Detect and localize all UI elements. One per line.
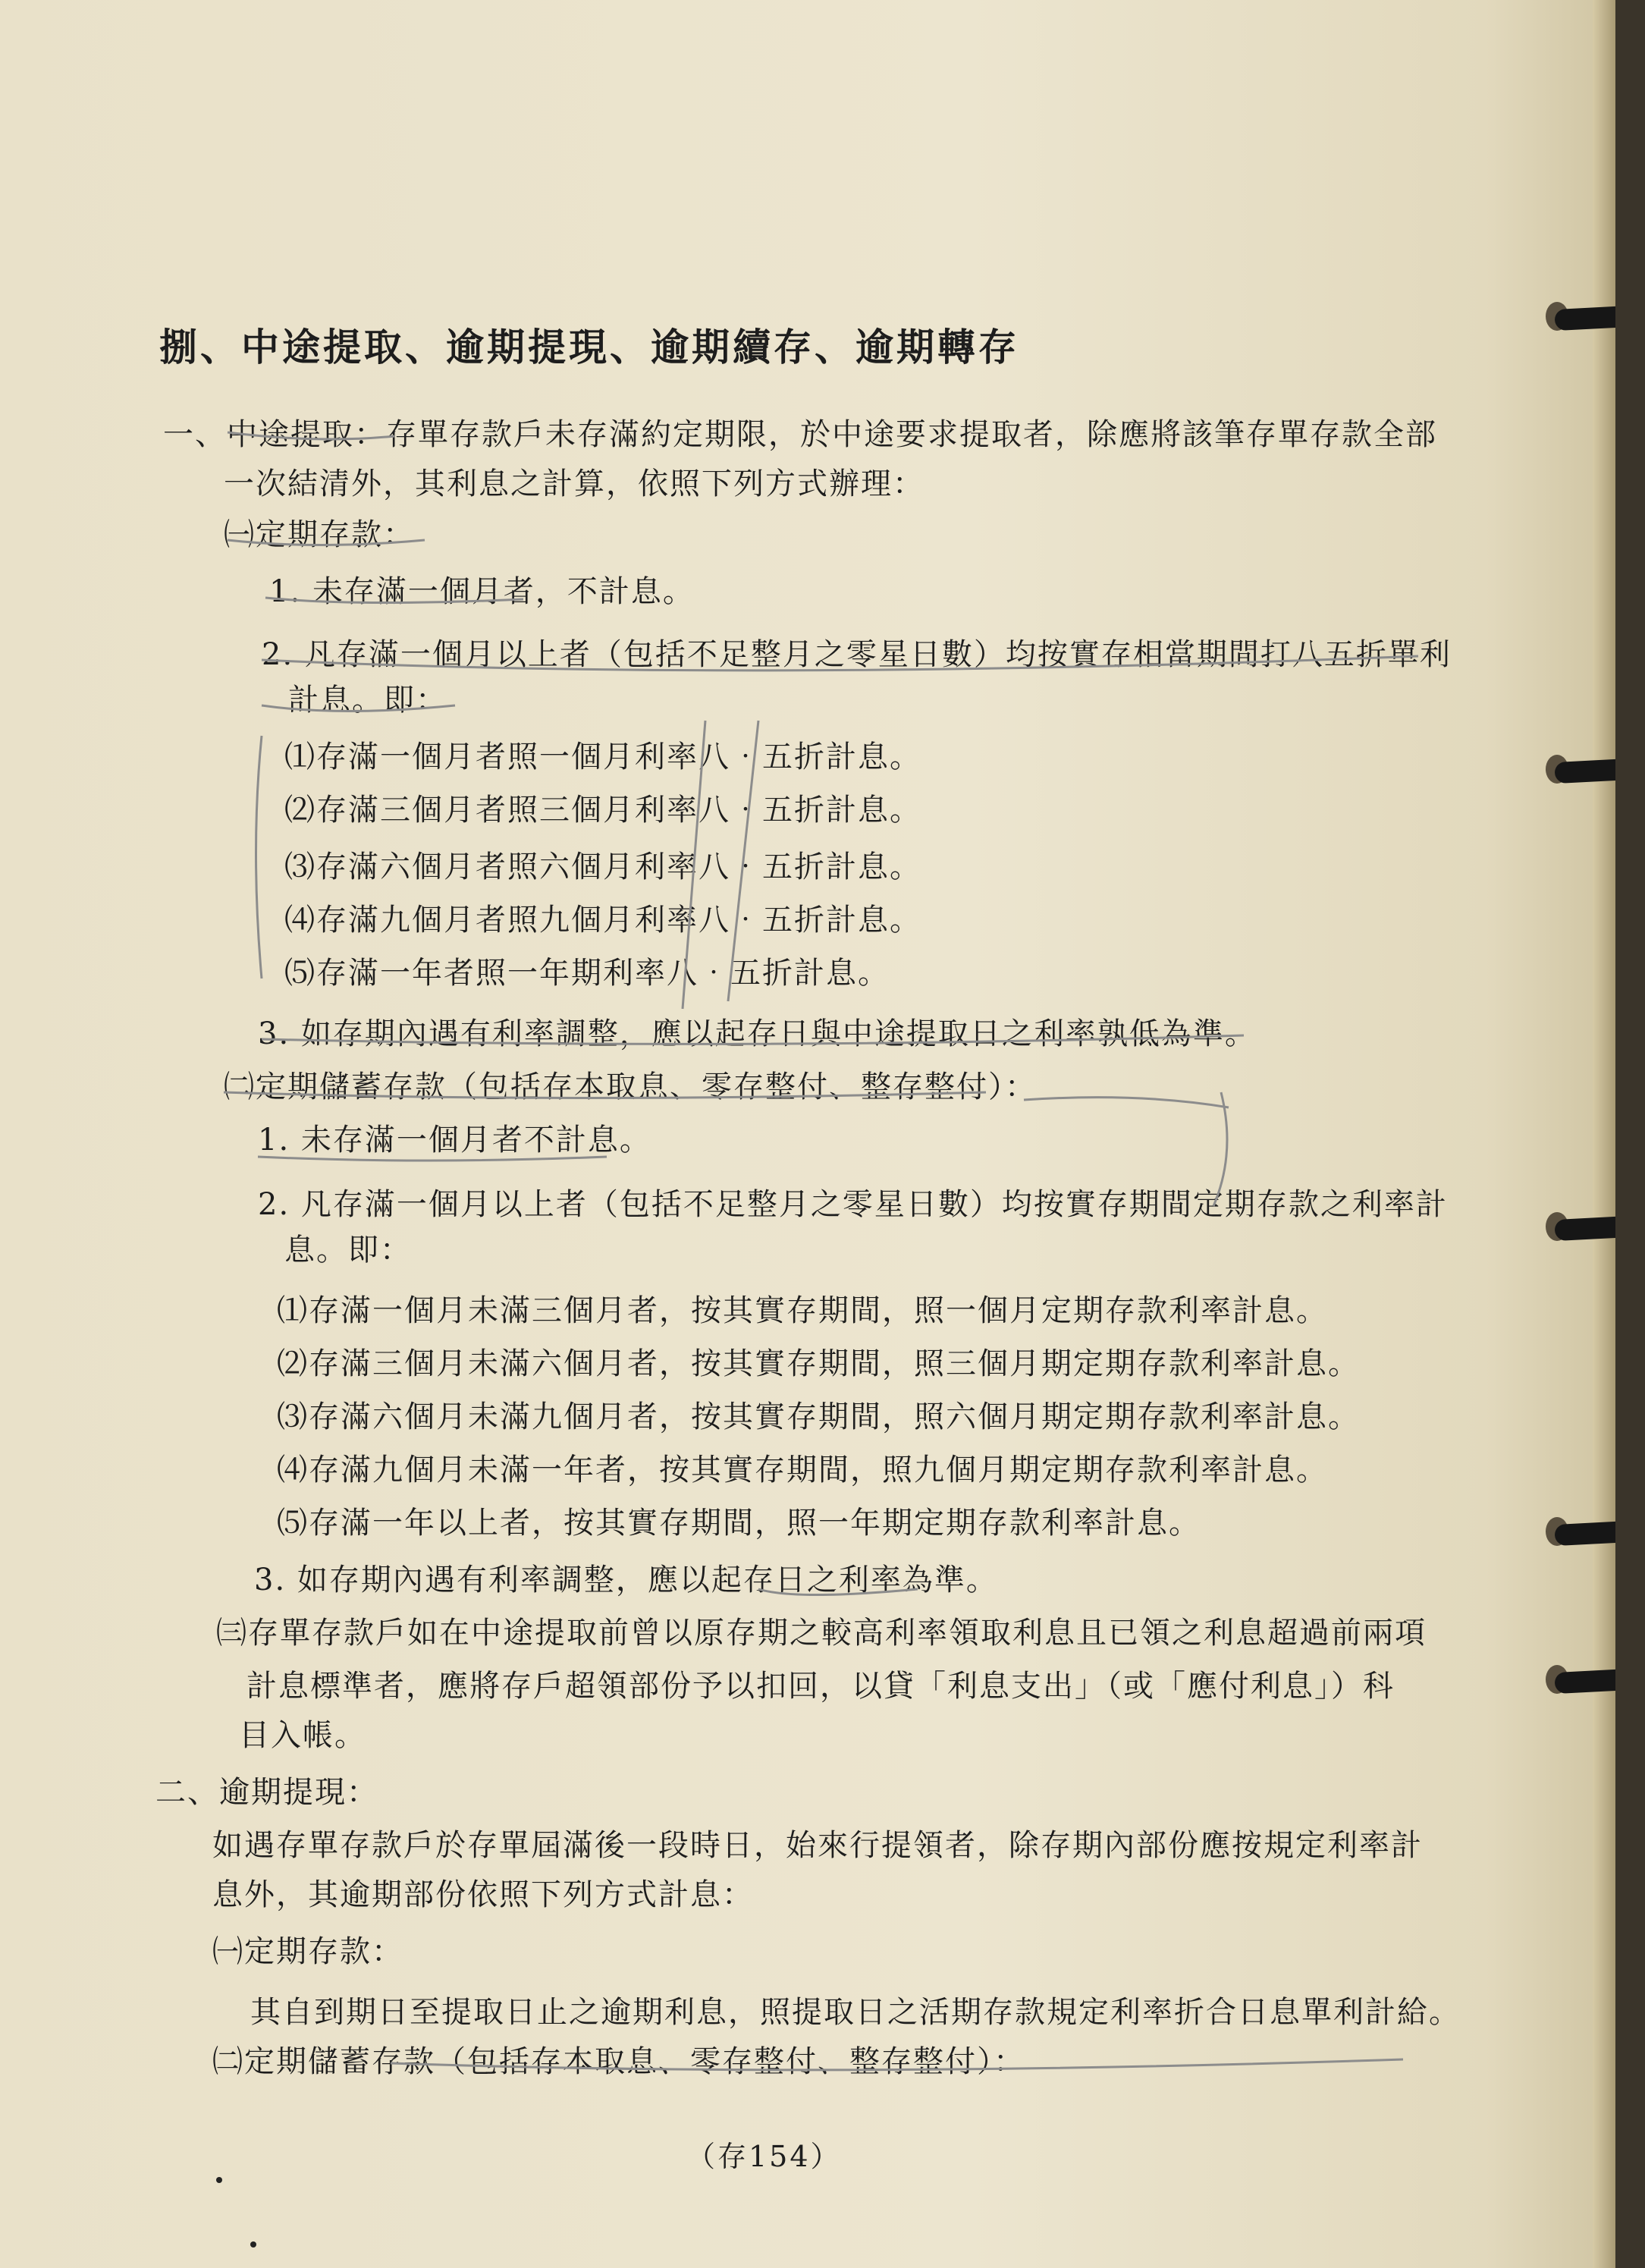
text-line: ㈠定期存款： xyxy=(224,517,415,552)
text-line: ⑶存滿六個月者照六個月利率八‧五折計息。 xyxy=(284,850,921,884)
text-line: ⑸存滿一年以上者，按其實存期間，照一年期定期存款利率計息。 xyxy=(277,1506,1201,1541)
text-line: ⑷存滿九個月未滿一年者，按其實存期間，照九個月期定期存款利率計息。 xyxy=(277,1453,1328,1487)
ink-spot xyxy=(216,2177,222,2183)
text-line: 2. 凡存滿一個月以上者（包括不足整月之零星日數）均按實存期間定期存款之利率計 xyxy=(258,1187,1448,1222)
text-line: 一次結清外，其利息之計算，依照下列方式辦理： xyxy=(224,466,925,501)
text-line: 息。即： xyxy=(284,1233,412,1268)
text-line: 計息標準者，應將存戶超領部份予以扣回，以貸「利息支出」（或「應付利息」）科 xyxy=(246,1669,1395,1704)
text-line: 息外，其逾期部份依照下列方式計息： xyxy=(212,1877,754,1912)
text-line: ⑸存滿一年者照一年期利率八‧五折計息。 xyxy=(284,956,890,991)
text-line: 3. 如存期內遇有利率調整，應以起存日之利率為準。 xyxy=(254,1563,998,1597)
text-line: 其自到期日至提取日止之逾期利息，照提取日之活期存款規定利率折合日息單利計給。 xyxy=(250,1995,1461,2030)
ink-spot xyxy=(250,2241,256,2248)
text-line: 目入帳。 xyxy=(239,1718,366,1753)
text-line: 1. 未存滿一個月者不計息。 xyxy=(258,1123,651,1158)
text-line: 2. 凡存滿一個月以上者（包括不足整月之零星日數）均按實存相當期間打八五折單利 xyxy=(262,637,1452,672)
text-line: ⑶存滿六個月未滿九個月者，按其實存期間，照六個月期定期存款利率計息。 xyxy=(277,1399,1360,1434)
text-line: 如遇存單存款戶於存單屆滿後一段時日，始來行提領者，除存期內部份應按規定利率計 xyxy=(212,1828,1423,1863)
text-line: ⑴存滿一個月者照一個月利率八‧五折計息。 xyxy=(284,740,921,774)
text-line: 3. 如存期內遇有利率調整，應以起存日與中途提取日之利率孰低為準。 xyxy=(258,1016,1257,1051)
text-line: ㈠定期存款： xyxy=(212,1934,403,1969)
text-line: 1. 未存滿一個月者，不計息。 xyxy=(269,574,695,609)
section-title: 捌、中途提取、逾期提現、逾期續存、逾期轉存 xyxy=(159,325,1019,369)
text-line: ⑵存滿三個月者照三個月利率八‧五折計息。 xyxy=(284,793,921,828)
text-line: 計息。即： xyxy=(288,683,447,718)
text-line: ⑴存滿一個月未滿三個月者，按其實存期間，照一個月定期存款利率計息。 xyxy=(277,1293,1328,1328)
text-line: ㈡定期儲蓄存款（包括存本取息、零存整付、整存整付）： xyxy=(212,2044,1025,2079)
text-line: ⑵存滿三個月未滿六個月者，按其實存期間，照三個月期定期存款利率計息。 xyxy=(277,1346,1360,1381)
text-line: 一、中途提取：存單存款戶未存滿約定期限，於中途要求提取者，除應將該筆存單存款全部 xyxy=(163,417,1437,452)
text-line: ⑷存滿九個月者照九個月利率八‧五折計息。 xyxy=(284,903,921,938)
page-number: （存154） xyxy=(686,2140,842,2173)
text-line: ㈢存單存款戶如在中途提取前曾以原存期之較高利率領取利息且已領之利息超過前兩項 xyxy=(216,1616,1427,1651)
text-line: ㈡定期儲蓄存款（包括存本取息、零存整付、整存整付）： xyxy=(224,1070,1037,1104)
text-line: 二、逾期提現： xyxy=(155,1775,378,1810)
